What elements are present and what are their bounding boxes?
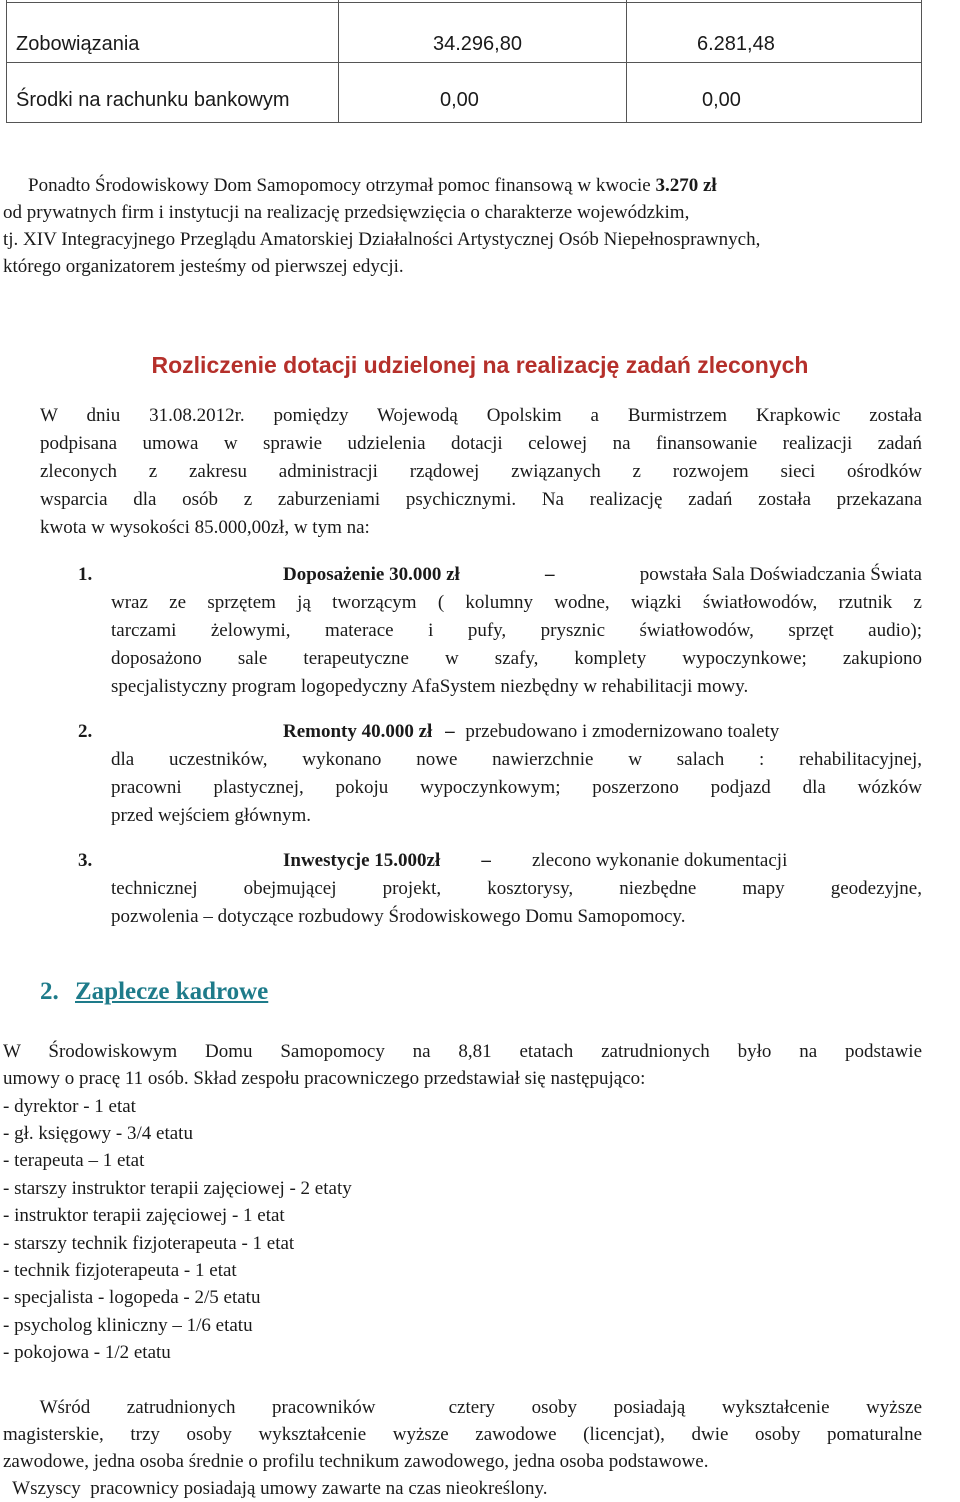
list-item-line: specjalistyczny program logopedyczny AfaSystem niezbędny w rehabilitacji mowy.: [111, 676, 749, 697]
intro-line: od prywatnych firm i instytucji na realizację przedsięwzięcia o charakterze wojewódzkim,: [3, 202, 690, 223]
section-heading: Rozliczenie dotacji udzielonej na realizację zadań zleconych: [151, 352, 809, 378]
kadra-intro-line: W Środowiskowym Domu Samopomocy na 8,81 etatach zatrudnionych było na podstawie: [3, 1041, 922, 1062]
kadra-heading: [40, 978, 268, 1006]
list-item-line: wraz ze sprzętem ją tworzącym ( kolumny wodne, wiązki światłowodów, rzutnik z: [111, 592, 922, 613]
dotacja-line: podpisana umowa w sprawie udzielenia dotacji celowej na finansowanie realizacji zadań: [40, 433, 922, 454]
dotacja-line: W dniu 31.08.2012r. pomiędzy Wojewodą Opolskim a Burmistrzem Krapkowic została: [40, 405, 922, 426]
education-line: zawodowe, jedna osoba średnie o profilu technikum zawodowego, jedna osoba podstawowe.: [3, 1451, 709, 1472]
intro-text: Ponadto Środowiskowy Dom Samopomocy otrzymał pomoc finansową w kwocie: [28, 175, 656, 196]
education-line: magisterskie, trzy osoby wykształcenie wyższe zawodowe (licencjat), dwie osoby pomaturalne: [3, 1424, 922, 1445]
item-dash: –: [445, 721, 455, 742]
table-col-divider: [626, 0, 627, 123]
table-row-divider: [6, 62, 922, 63]
position-item: - terapeuta – 1 etat: [3, 1150, 145, 1171]
list-item-line: technicznej obejmującej projekt, kosztorysy, niezbędne mapy geodezyjne,: [111, 878, 922, 899]
list-item-heading: [283, 721, 779, 743]
education-line: Wśród zatrudnionych pracowników cztery osoby posiadają wykształcenie wyższe: [3, 1397, 922, 1418]
item-title: Remonty 40.000 zł: [283, 721, 433, 742]
dotacja-line: zleconych z zakresu administracji rządowej związanych z rozwojem sieci ośrodków: [40, 461, 922, 482]
table-col-divider: [338, 0, 339, 123]
list-item-line: pracowni plastycznej, pokoju wypoczynkowym; poszerzono podjazd dla wózków: [111, 777, 922, 798]
kadra-intro-line: umowy o pracę 11 osób. Skład zespołu pracowniczego przedstawiał się następująco:: [3, 1068, 646, 1089]
item-text: zlecono wykonanie dokumentacji: [532, 850, 788, 871]
table-border-left: [6, 0, 7, 123]
position-item: - starszy instruktor terapii zajęciowej - 2 etaty: [3, 1178, 352, 1199]
list-item-line: dla uczestników, wykonano nowe nawierzchnie w salach : rehabilitacyjnej,: [111, 749, 922, 770]
list-number: 1.: [78, 564, 93, 585]
position-item: - psycholog kliniczny – 1/6 etatu: [3, 1315, 253, 1336]
list-item-heading: [283, 850, 922, 872]
table-cell-value: 6.281,48: [697, 33, 775, 55]
intro-line: którego organizatorem jesteśmy od pierwszej edycji.: [3, 256, 404, 277]
list-number: 3.: [78, 850, 93, 871]
list-item-line: tarczami żelowymi, materace i pufy, prysznic światłowodów, sprzęt audio);: [111, 620, 922, 641]
item-text: przebudowano i zmodernizowano toalety: [465, 721, 780, 742]
closing-line: Wszyscy pracownicy posiadają umowy zawarte na czas nieokreślony.: [3, 1478, 548, 1499]
intro-line: tj. XIV Integracyjnego Przeglądu Amatorskiej Działalności Artystycznej Osób Niepełnosprawnych,: [3, 229, 761, 250]
list-item-heading: [283, 564, 922, 586]
list-item-line: przed wejściem głównym.: [111, 805, 311, 826]
position-item: - gł. księgowy - 3/4 etatu: [3, 1123, 193, 1144]
table-cell-value: 0,00: [702, 89, 741, 111]
dotacja-line: wsparcia dla osób z zaburzeniami psychicznymi. Na realizację zadań została przekazana: [40, 489, 922, 510]
position-item: - starszy technik fizjoterapeuta - 1 etat: [3, 1233, 295, 1254]
table-cell-value: 0,00: [440, 89, 479, 111]
table-border-bottom: [6, 122, 922, 123]
list-item-line: doposażono sale terapeutyczne w szafy, komplety wypoczynkowe; zakupiono: [111, 648, 922, 669]
position-item: - technik fizjoterapeuta - 1 etat: [3, 1260, 237, 1281]
dotacja-line: kwota w wysokości 85.000,00zł, w tym na:: [40, 517, 370, 538]
item-dash: –: [481, 850, 491, 871]
list-number: 2.: [78, 721, 93, 742]
table-row-label: Zobowiązania: [16, 33, 140, 55]
list-item-line: pozwolenia – dotyczące rozbudowy Środowiskowego Domu Samopomocy.: [111, 906, 686, 927]
item-text: powstała Sala Doświadczania Świata: [639, 564, 922, 585]
table-border-right: [921, 0, 922, 123]
position-item: - dyrektor - 1 etat: [3, 1096, 136, 1117]
kadra-heading-number: 2.: [40, 978, 59, 1005]
item-title: Doposażenie 30.000 zł: [283, 564, 460, 585]
table-border-top: [6, 2, 922, 3]
intro-line: [28, 175, 717, 197]
table-cell-value: 34.296,80: [433, 33, 522, 55]
item-dash: –: [545, 564, 555, 585]
position-item: - specjalista - logopeda - 2/5 etatu: [3, 1287, 261, 1308]
position-item: - instruktor terapii zajęciowej - 1 etat: [3, 1205, 285, 1226]
table-row-label: Środki na rachunku bankowym: [16, 89, 290, 111]
kadra-heading-text: Zaplecze kadrowe: [75, 978, 269, 1005]
position-item: - pokojowa - 1/2 etatu: [3, 1342, 171, 1363]
intro-amount: 3.270 zł: [655, 175, 717, 196]
item-title: Inwestycje 15.000zł: [283, 850, 441, 871]
